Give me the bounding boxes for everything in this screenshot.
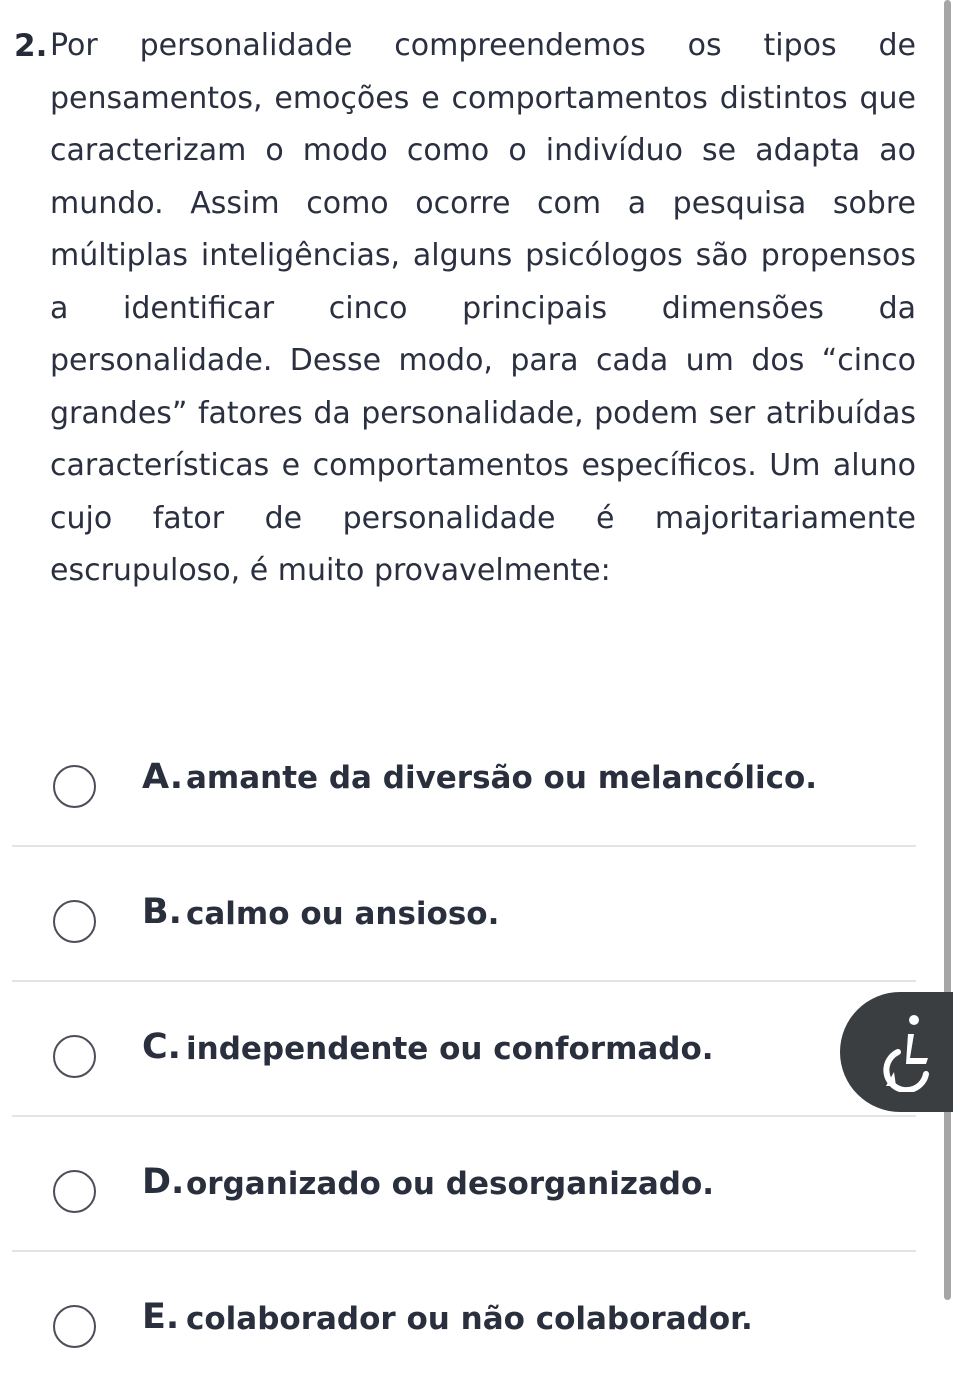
option-d[interactable] <box>0 1115 916 1250</box>
option-e[interactable] <box>0 1250 916 1385</box>
option-c[interactable] <box>0 980 916 1115</box>
option-b[interactable] <box>0 845 916 980</box>
option-letter: B. <box>142 892 182 932</box>
option-text: calmo ou ansioso. <box>186 896 500 932</box>
option-text: colaborador ou não colaborador. <box>186 1301 753 1337</box>
wheelchair-icon <box>874 1012 944 1092</box>
option-a[interactable] <box>0 710 916 845</box>
question-number: 2. <box>14 28 48 64</box>
question-text: Por personalidade compreendemos os tipos de pensamentos, emoções e comportamentos distintos que caracterizam o modo como o indivíduo se adapta ao mundo. Assim como ocorre com a pesquisa sobre múltiplas inteligências, alguns psicólogos são propensos a identificar cinco principais dimensões da personalidade. Desse modo, para cada um dos “cinco grandes” fatores da personalidade, podem ser atribuídas características e comportamentos específicos. Um aluno cujo fator de personalidade é majoritariamente escrupuloso, é muito provavelmente: <box>50 28 916 588</box>
option-letter: E. <box>142 1297 180 1337</box>
option-letter: C. <box>142 1027 181 1067</box>
option-letter: A. <box>142 757 184 797</box>
option-text: organizado ou desorganizado. <box>186 1166 715 1202</box>
accessibility-button[interactable] <box>840 992 953 1112</box>
radio-button[interactable] <box>53 900 96 943</box>
option-letter: D. <box>142 1162 185 1202</box>
option-text: independente ou conformado. <box>186 1031 714 1067</box>
radio-button[interactable] <box>53 765 96 808</box>
radio-button[interactable] <box>53 1035 96 1078</box>
option-text: amante da diversão ou melancólico. <box>186 760 818 796</box>
question <box>14 20 916 598</box>
radio-button[interactable] <box>53 1170 96 1213</box>
radio-button[interactable] <box>53 1305 96 1348</box>
answer-options <box>0 710 916 1385</box>
